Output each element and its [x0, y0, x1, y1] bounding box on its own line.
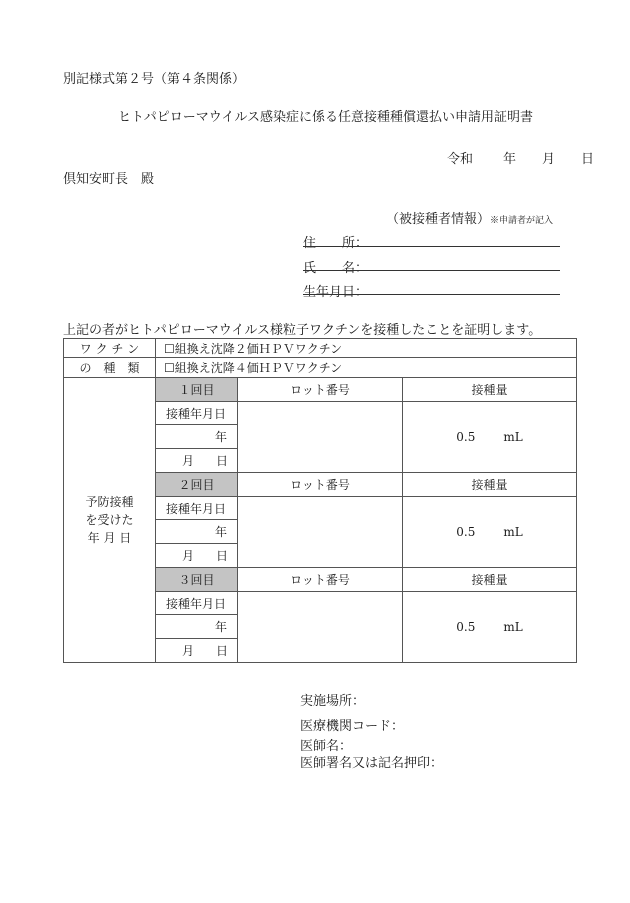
doses-section-label: [64, 378, 156, 663]
date-year: 年: [503, 152, 517, 167]
day-label: 日: [216, 549, 229, 563]
lot-header: ロット番号: [238, 568, 403, 592]
dose-label: ２回目: [156, 473, 238, 497]
form-number: 別記様式第２号（第４条関係）: [63, 72, 246, 87]
lot-number-cell[interactable]: [238, 402, 403, 473]
amount-header: 接種量: [403, 568, 577, 592]
dose-label: ３回目: [156, 568, 238, 592]
name-label: 氏 名：: [303, 261, 369, 276]
address-field[interactable]: [303, 246, 560, 247]
dose-unit: mL: [503, 525, 523, 539]
dob-label: 生年月日：: [303, 285, 369, 300]
dose-amount-cell: [403, 497, 577, 568]
institution-code-label: 医療機関コード：: [300, 719, 405, 734]
date-day: 日: [581, 152, 595, 167]
doctor-signature-label: 医師署名又は記名押印：: [300, 756, 444, 771]
amount-header: 接種量: [403, 473, 577, 497]
vaccine-type-label-2: の 種 類: [64, 358, 156, 378]
dose-unit: mL: [503, 430, 523, 444]
name-field[interactable]: [303, 270, 560, 271]
site-label: 実施場所：: [300, 694, 366, 709]
lot-number-cell[interactable]: [238, 497, 403, 568]
date-month-day-cell[interactable]: [156, 544, 238, 568]
lot-header: ロット番号: [238, 473, 403, 497]
dose-amount-cell: [403, 402, 577, 473]
certification-text: 上記の者がヒトパピローマウイルス様粒子ワクチンを接種したことを証明します。: [63, 323, 542, 338]
date-year-cell[interactable]: 年: [156, 520, 238, 544]
recipient-heading: （被接種者情報）: [386, 212, 491, 227]
doses-label-line: 予防接種: [85, 495, 134, 509]
date-month-day-cell[interactable]: [156, 449, 238, 473]
date-field-label: 接種年月日: [156, 402, 238, 425]
vaccine-option-2valent[interactable]: ☐組換え沈降２価ＨＰＶワクチン: [156, 339, 577, 358]
month-label: 月: [182, 454, 195, 468]
dob-field[interactable]: [303, 294, 560, 295]
date-month: 月: [542, 152, 556, 167]
date-year-cell[interactable]: 年: [156, 425, 238, 449]
recipient-info-heading: [386, 208, 553, 227]
date-month-day-cell[interactable]: [156, 639, 238, 663]
recipient-note: ※申請者が記入: [490, 216, 554, 226]
date-era: 令和: [447, 152, 474, 167]
addressee: 倶知安町長 殿: [63, 172, 155, 187]
vaccine-type-label-1: ワ ク チ ン: [64, 339, 156, 358]
lot-header: ロット番号: [238, 378, 403, 402]
doses-label-line: 年 月 日: [87, 531, 132, 545]
address-label: 住 所：: [303, 236, 369, 251]
lot-number-cell[interactable]: [238, 592, 403, 663]
date-year-cell[interactable]: 年: [156, 615, 238, 639]
month-label: 月: [182, 549, 195, 563]
doctor-name-label: 医師名：: [300, 739, 353, 754]
date-line: [447, 148, 594, 167]
vaccine-option-4valent[interactable]: ☐組換え沈降４価ＨＰＶワクチン: [156, 358, 577, 378]
dose-amount: 0.5: [456, 620, 476, 634]
dose-unit: mL: [503, 620, 523, 634]
dose-label: １回目: [156, 378, 238, 402]
day-label: 日: [216, 454, 229, 468]
amount-header: 接種量: [403, 378, 577, 402]
doses-label-line: を受けた: [85, 513, 134, 527]
day-label: 日: [216, 644, 229, 658]
vaccination-table: [63, 338, 577, 663]
dose-amount: 0.5: [456, 525, 476, 539]
document-title: ヒトパピローマウイルス感染症に係る任意接種種償還払い申請用証明書: [118, 110, 533, 125]
month-label: 月: [182, 644, 195, 658]
date-field-label: 接種年月日: [156, 497, 238, 520]
date-field-label: 接種年月日: [156, 592, 238, 615]
dose-amount: 0.5: [456, 430, 476, 444]
dose-amount-cell: [403, 592, 577, 663]
